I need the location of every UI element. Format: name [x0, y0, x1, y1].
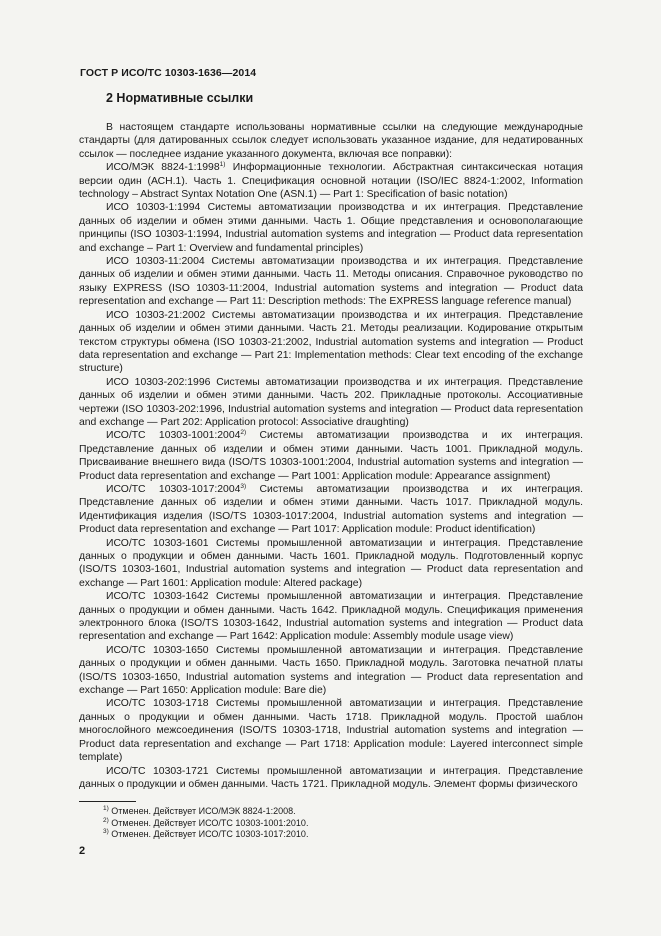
section-title: 2 Нормативные ссылки — [106, 91, 254, 105]
footnote-2: $^{2)}$ Отменен. Действует ИСО/ТС 10303-1001:2010. — [103, 816, 309, 828]
reference-iso-ts-10303-1650: ИСО/ТС 10303-1650 Системы промышленной автоматизации и интеграция. Представление данных о продукции и обмен данными. Часть 1650. Прикладной модуль. Заготовка печатной платы (ISO/TS 10303-1650, Industrial automation systems and integration — Product data representation and exchange — Part 1650: Application module: Bare die) — [79, 644, 583, 697]
reference-iso-ts-10303-1017: ИСО/ТС 10303-1017:2004$^{3)}$ Системы автоматизации производства и их интеграция. Представление данных об изделии и обмен этими данными. Часть 1017. Прикладной модуль. Идентификация изделия (ISO/TS 10303-1017:2004, Industrial automation systems and integration — Product data representation and exchange — Part 1017: Application module: Product identification) — [79, 482, 584, 536]
reference-iso-ts-10303-1721: ИСО/ТС 10303-1721 Системы промышленной автоматизации и интеграция. Представление данных о продукции и обмен данными. Часть 1721. Прикладной модуль. Элемент формы физического — [79, 765, 583, 790]
reference-iso-ts-10303-1001: ИСО/ТС 10303-1001:2004$^{2)}$ Системы автоматизации производства и их интеграция. Представление данных об изделии и обмен этими данными. Часть 1001. Прикладной модуль. Присваивание внешнего вида (ISO/TS 10303-1001:2004, Industrial automation systems and integration — Product data representation and exchange — Part 1001: Application module: Appearance assignment) — [79, 429, 584, 482]
reference-iso-10303-202: ИСО 10303-202:1996 Системы автоматизации производства и их интеграция. Представление данных об изделии и обмен этими данными. Часть 202. Прикладные протоколы. Ассоциативные чертежи (ISO 10303-202:1996, Industrial automation systems and integration — Product data representation and exchange — Part 202: Application protocol: Associative draughting) — [79, 376, 583, 428]
reference-iso-iec-8824-1: ИСО/МЭК 8824-1:1998$^{1)}$ Информационные технологии. Абстрактная синтаксическая нотация версии один (АСН.1). Часть 1. Спецификация основной нотации (ISO/IEC 8824-1:2002, Information technology – Abstract Syntax Notation One (ASN.1) — Part 1: Specification of basic notation) — [79, 161, 583, 201]
reference-iso-10303-1: ИСО 10303-1:1994 Системы автоматизации производства и их интеграция. Представление данных об изделии и обмен этими данными. Часть 1. Общие представления и основополагающие принципы (ISO 10303-1:1994, Industrial automation systems and integration — Product data representation and exchange – Part 1: Overview and fundamental principles) — [79, 202, 583, 254]
footnote-ref: 3) — [240, 482, 247, 490]
reference-iso-10303-11: ИСО 10303-11:2004 Системы автоматизации производства и их интеграция. Представление данных об изделии и обмен этими данными. Часть 11. Методы описания. Справочное руководство по языку EXPRESS (ISO 10303-11:2004, Industrial automation systems and integration — Product data representation and exchange — Part 11: Description methods: The EXPRESS language reference manual) — [79, 256, 583, 308]
reference-iso-ts-10303-1642: ИСО/ТС 10303-1642 Системы промышленной автоматизации и интеграция. Представление данных о продукции и обмен данными. Часть 1642. Прикладной модуль. Спецификация применения электронного блока (ISO/TS 10303-1642, Industrial automation systems and integration — Product data representation and exchange — Part 1642: Application module: Assembly module usage view) — [79, 591, 583, 643]
footnote-3: $^{3)}$ Отменен. Действует ИСО/ТС 10303-1017:2010. — [103, 828, 309, 839]
reference-iso-ts-10303-1718: ИСО/ТС 10303-1718 Системы промышленной автоматизации и интеграция. Представление данных о продукции и обмен данными. Часть 1718. Прикладной модуль. Простой шаблон многослойного межсоединения (ISO/TS 10303-1718, Industrial automation systems and integration — Product data representation and exchange — Part 1718: Application module: Layered interconnect simple template) — [79, 698, 583, 764]
footnote-1: $^{1)}$ Отменен. Действует ИСО/МЭК 8824-1:2008. — [103, 805, 296, 816]
footnotes — [103, 806, 308, 841]
paragraph-intro: В настоящем стандарте использованы нормативные ссылки на следующие международные стандарты (для датированных ссылок следует использовать указанное издание, для недатированных ссылок — последнее издание указанного документа, включая все поправки): — [79, 122, 583, 160]
footnote-ref: 2) — [240, 429, 247, 437]
standard-header: ГОСТ Р ИСО/ТС 10303-1636—2014 — [80, 67, 257, 79]
reference-iso-10303-21: ИСО 10303-21:2002 Системы автоматизации производства и их интеграция. Представление данных об изделии и обмен этими данными. Часть 21. Методы реализации. Кодирование открытым текстом структуры обмена (ISO 10303-21:2002, Industrial automation systems and integration — Product data representation and exchange — Part 21: Implementation methods: Clear text encoding of the exchange structure) — [79, 309, 583, 375]
footnote-ref: 1) — [219, 161, 226, 169]
reference-iso-ts-10303-1601: ИСО/ТС 10303-1601 Системы промышленной автоматизации и интеграция. Представление данных о продукции и обмен данными. Часть 1601. Прикладной модуль. Подготовленный корпус (ISO/TS 10303-1601, Industrial automation systems and integration — Product data representation and exchange — Part 1601: Application module: Altered package) — [79, 537, 583, 589]
references-body — [79, 121, 583, 791]
page-number: 2 — [79, 845, 86, 857]
footnote-divider — [79, 801, 136, 802]
